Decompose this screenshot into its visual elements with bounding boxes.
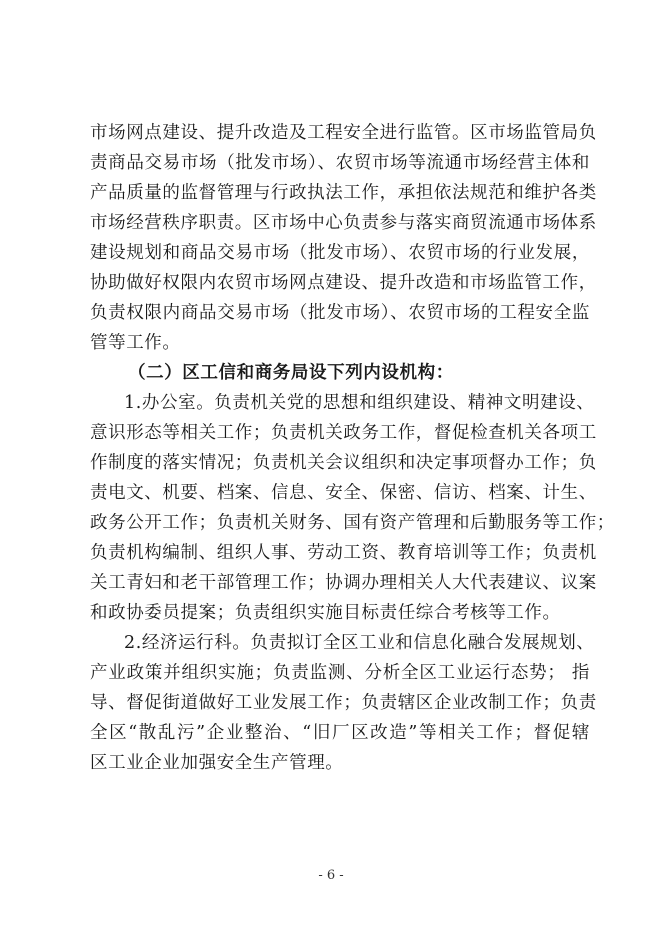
paragraph-line: 作制度的落实情况；负责机关会议组织和决定事项督办工作；负 (90, 453, 597, 473)
paragraph-line: 产品质量的监督管理与行政执法工作，承担依法规范和维护各类 (90, 183, 597, 203)
paragraph-line: 政务公开工作；负责机关财务、国有资产管理和后勤服务等工作； (90, 513, 615, 533)
paragraph-line: 负责权限内商品交易市场（批发市场）、农贸市场的工程安全监 (90, 303, 590, 323)
paragraph-line: 管等工作。 (90, 333, 181, 353)
paragraph-line: 关工青妇和老干部管理工作；协调办理相关人大代表建议、议案 (90, 573, 597, 593)
paragraph-line: 产业政策并组织实施；负责监测、分析全区工业运行态势； 指 (90, 663, 590, 683)
paragraph-line: 责电文、机要、档案、信息、安全、保密、信访、档案、计生、 (90, 483, 597, 503)
paragraph-line: 责商品交易市场（批发市场）、农贸市场等流通市场经营主体和 (90, 153, 590, 173)
paragraph-line: 全区“散乱污”企业整治、“旧厂区改造”等相关工作；督促辖 (90, 723, 590, 743)
section-heading: （二）区工信和商务局设下列内设机构： (128, 363, 454, 383)
page-number: - 6 - (318, 868, 344, 883)
paragraph-line: 市场经营秩序职责。区市场中心负责参与落实商贸流通市场体系 (90, 213, 597, 233)
paragraph-line: 区工业企业加强安全生产管理。 (90, 753, 344, 773)
paragraph-line: 意识形态等相关工作；负责机关政务工作，督促检查机关各项工 (90, 423, 597, 443)
body-text (90, 118, 615, 778)
paragraph-line: 建设规划和商品交易市场（批发市场）、农贸市场的行业发展， (90, 243, 590, 263)
paragraph-line: 和政协委员提案；负责组织实施目标责任综合考核等工作。 (90, 603, 561, 623)
paragraph-line: 协助做好权限内农贸市场网点建设、提升改造和市场监管工作， (90, 273, 597, 293)
paragraph-line: 1.办公室。负责机关党的思想和组织建设、精神文明建设、 (124, 393, 595, 413)
paragraph-line: 2.经济运行科。负责拟订全区工业和信息化融合发展规划、 (124, 633, 595, 653)
paragraph-line: 导、督促街道做好工业发展工作；负责辖区企业改制工作；负责 (90, 693, 597, 713)
paragraph-line: 负责机构编制、组织人事、劳动工资、教育培训等工作；负责机 (90, 543, 597, 563)
paragraph-line: 市场网点建设、提升改造及工程安全进行监管。区市场监管局负 (90, 123, 597, 143)
